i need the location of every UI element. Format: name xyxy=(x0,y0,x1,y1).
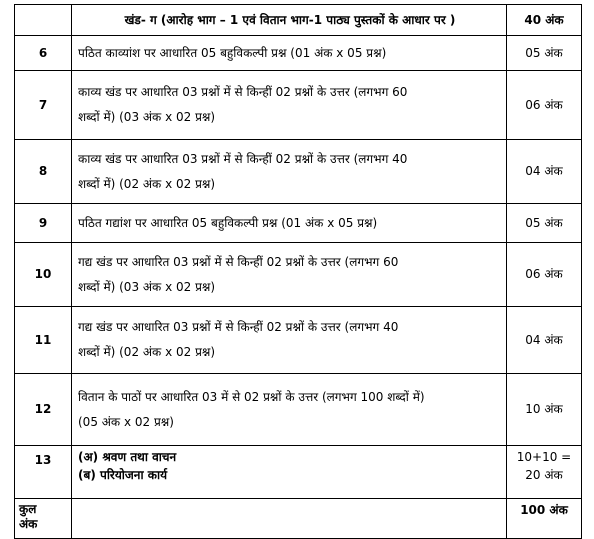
question-description xyxy=(72,204,507,243)
question-description xyxy=(72,71,507,140)
question-marks: 10 अंक xyxy=(507,374,582,446)
question-marks: 05 अंक xyxy=(507,204,582,243)
table-row xyxy=(15,71,582,140)
description-line: शब्दों में) (02 अंक x 02 प्रश्न) xyxy=(78,345,216,359)
total-label-line: अंक xyxy=(19,517,38,531)
total-label xyxy=(15,499,72,539)
description-line: काव्य खंड पर आधारित 03 प्रश्नों में से किन्हीं 02 प्रश्नों के उत्तर (लगभग 60 xyxy=(78,85,408,99)
table-row xyxy=(15,307,582,374)
table-row xyxy=(15,374,582,446)
description-line: गद्य खंड पर आधारित 03 प्रश्नों में से किन्हीं 02 प्रश्नों के उत्तर (लगभग 40 xyxy=(78,320,399,334)
description-line: शब्दों में) (03 अंक x 02 प्रश्न) xyxy=(78,110,216,124)
description-line: काव्य खंड पर आधारित 03 प्रश्नों में से किन्हीं 02 प्रश्नों के उत्तर (लगभग 40 xyxy=(78,151,408,166)
question-description xyxy=(72,243,507,307)
question-number: 9 xyxy=(15,204,72,243)
description-line: शब्दों में) (03 अंक x 02 प्रश्न) xyxy=(78,279,216,294)
question-number: 6 xyxy=(15,36,72,71)
question-number: 12 xyxy=(15,374,72,446)
section-title: खंड- ग (आरोह भाग – 1 एवं वितान भाग-1 पाठ्य पुस्तकों के आधार पर ) xyxy=(72,5,507,36)
marks-line: 20 अंक xyxy=(525,468,563,482)
total-marks: 100 अंक xyxy=(507,499,582,539)
description-line: गद्य खंड पर आधारित 03 प्रश्नों में से किन्हीं 02 प्रश्नों के उत्तर (लगभग 60 xyxy=(78,254,399,269)
question-description xyxy=(72,36,507,71)
question-description xyxy=(72,140,507,204)
question-marks: 04 अंक xyxy=(507,307,582,374)
total-row xyxy=(15,499,582,539)
question-marks xyxy=(507,446,582,499)
question-marks: 06 अंक xyxy=(507,71,582,140)
question-description xyxy=(72,374,507,446)
question-marks: 04 अंक xyxy=(507,140,582,204)
question-number: 7 xyxy=(15,71,72,140)
question-number: 10 xyxy=(15,243,72,307)
description-line: पठित काव्यांश पर आधारित 05 बहुविकल्पी प्रश्न (01 अंक x 05 प्रश्न) xyxy=(78,45,387,60)
table-row xyxy=(15,446,582,499)
table-row xyxy=(15,140,582,204)
description-line: पठित गद्यांश पर आधारित 05 बहुविकल्पी प्रश्न (01 अंक x 05 प्रश्न) xyxy=(78,215,378,230)
table-row xyxy=(15,36,582,71)
question-number: 8 xyxy=(15,140,72,204)
table-row xyxy=(15,243,582,307)
description-line: (05 अंक x 02 प्रश्न) xyxy=(78,414,174,429)
header-num-cell xyxy=(15,5,72,36)
total-label-line: कुल xyxy=(19,502,37,516)
description-line: (ब) परियोजना कार्य xyxy=(78,468,168,482)
question-marks: 06 अंक xyxy=(507,243,582,307)
marks-line: 10+10 = xyxy=(516,450,572,464)
section-marks: 40 अंक xyxy=(507,5,582,36)
question-description xyxy=(72,446,507,499)
description-line: वितान के पाठों पर आधारित 03 में से 02 प्रश्नों के उत्तर (लगभग 100 शब्दों में) xyxy=(78,389,425,404)
total-description xyxy=(72,499,507,539)
question-marks: 05 अंक xyxy=(507,36,582,71)
question-description xyxy=(72,307,507,374)
description-line: (अ) श्रवण तथा वाचन xyxy=(78,450,177,464)
marks-distribution-table xyxy=(14,4,582,539)
question-number: 11 xyxy=(15,307,72,374)
question-number: 13 xyxy=(15,446,72,499)
table-row xyxy=(15,204,582,243)
table-header-row xyxy=(15,5,582,36)
description-line: शब्दों में) (02 अंक x 02 प्रश्न) xyxy=(78,176,216,191)
